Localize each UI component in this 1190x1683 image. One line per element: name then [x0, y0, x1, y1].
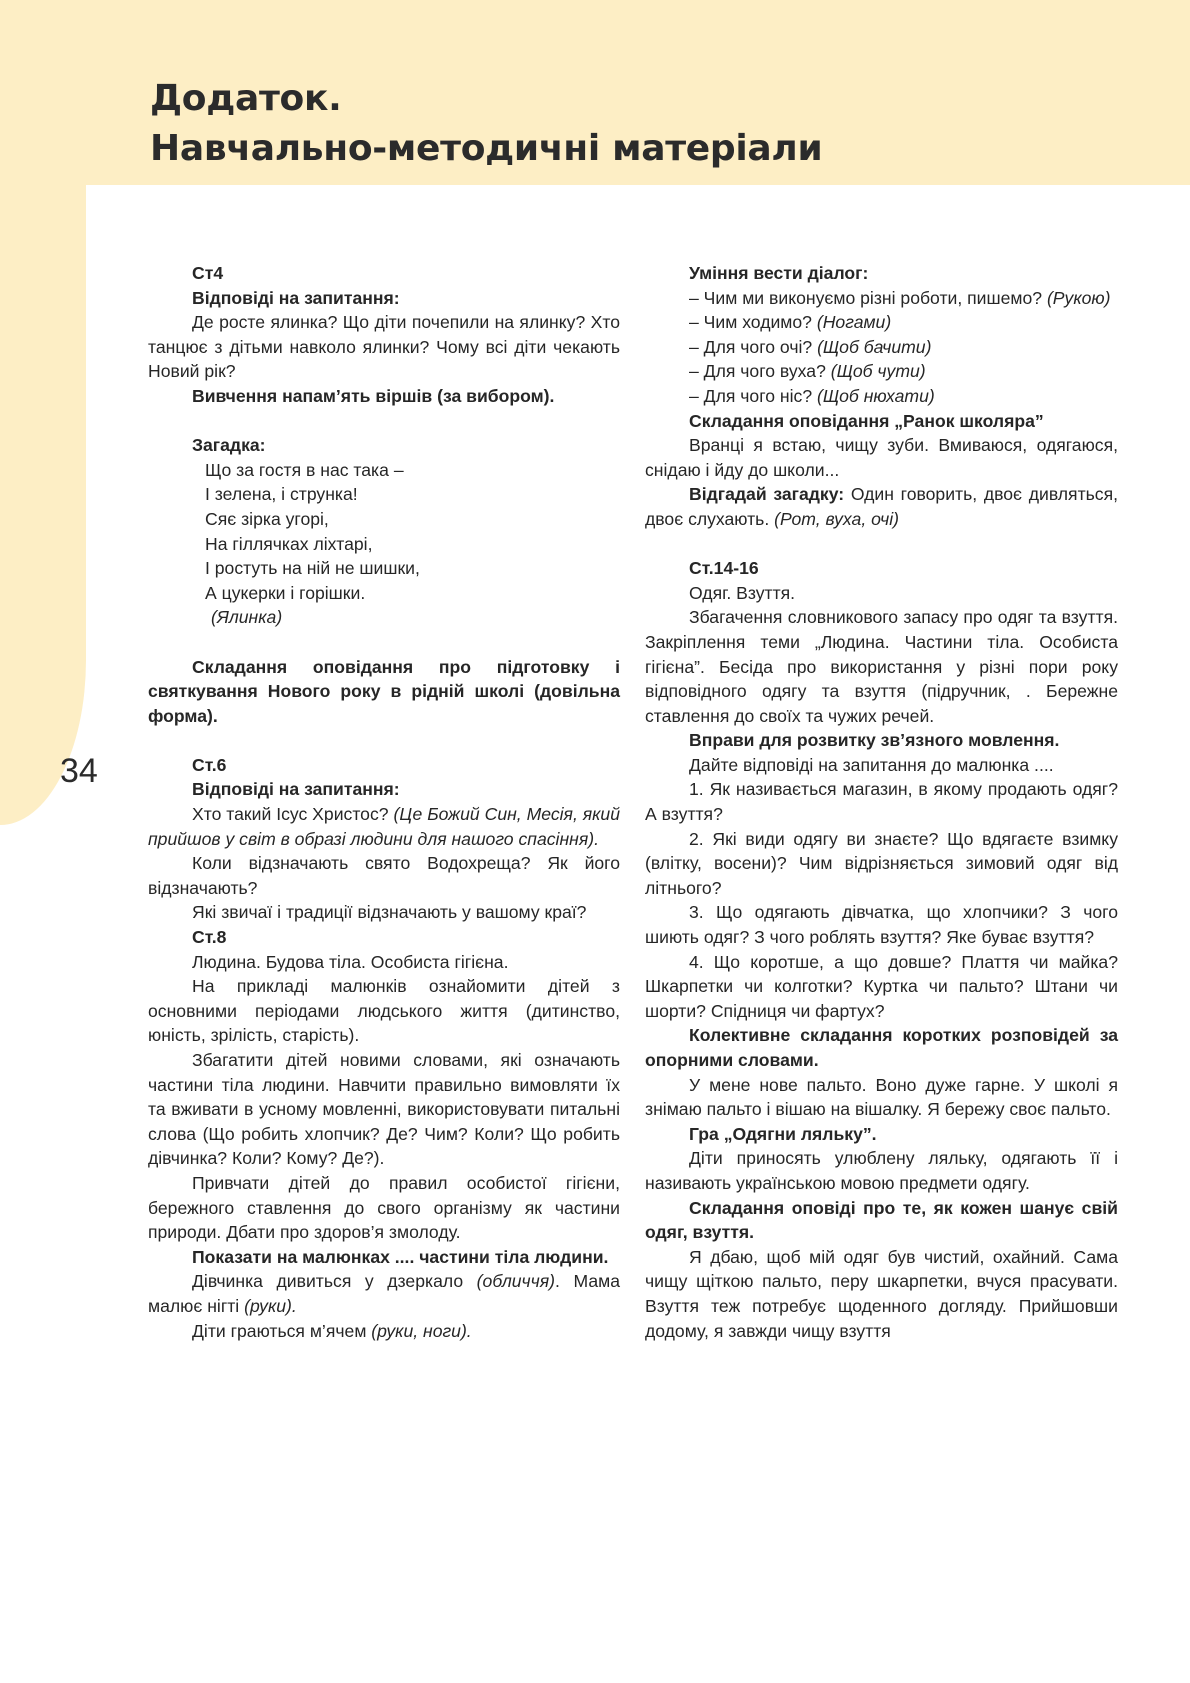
question: 1. Як називається магазин, в якому продають одяг? А взуття? — [645, 779, 1118, 825]
subheading: Складання оповіді про те, як кожен шанує свій одяг, взуття. — [645, 1197, 1118, 1243]
paragraph: Коли відзначають свято Водохреща? Як його відзначають? — [148, 853, 620, 898]
poem-line: Що за гостя в нас така – — [205, 459, 404, 480]
paragraph: Дайте відповіді на запитання до малюнка .... — [689, 754, 1054, 775]
riddle-poem — [148, 458, 620, 630]
paragraph: Відгадай загадку: Один говорить, двоє дивляться, двоє слухають. (Рот, вуха, очі) — [645, 484, 1119, 529]
question: 3. Що одягають дівчатка, що хлопчики? З чого шиють одяг? З чого роблять взуття? Яке буває взуття? — [645, 902, 1118, 948]
subheading: Уміння вести діалог: — [689, 263, 869, 283]
topic: Людина. Будова тіла. Особиста гігієна. — [192, 951, 509, 972]
paragraph: Збагатити дітей новими словами, які означають частини тіла людини. Навчити правильно вимовляти їх та вживати в усному мовленні, використовувати питальні слова (Що робить хлопчик? Де? Чим? Коли? Що робить дівчинка? Коли? Кому? Де?). — [148, 1050, 620, 1169]
section-heading: Ст.6 — [192, 754, 227, 775]
dialog-line: – Для чого вуха? (Щоб чути) — [689, 361, 926, 382]
poem-line: І зелена, і струнка! — [205, 484, 358, 505]
right-column — [645, 261, 1118, 1343]
paragraph: Діти приносять улюблену ляльку, одягають її і називають українською мовою предмети одягу. — [645, 1148, 1118, 1193]
poem-line: А цукерки і горішки. — [205, 582, 366, 603]
task-heading: Складання оповідання про підготовку і святкування Нового року в рідній школі (довільна форма). — [148, 656, 620, 726]
poem-line: На гіллячках ліхтарі, — [205, 533, 373, 554]
topic: Одяг. Взуття. — [689, 582, 796, 603]
paragraph: У мене нове пальто. Воно дуже гарне. У школі я знімаю пальто і вішаю на вішалку. Я бережу своє пальто. — [645, 1074, 1118, 1120]
page-title — [150, 74, 822, 174]
question: 4. Що коротше, а що довше? Плаття чи майка? Шкарпетки чи колготки? Куртка чи пальто? Штани чи шорти? Спідниця чи фартух? — [645, 951, 1118, 1021]
subheading: Відповіді на запитання: — [192, 779, 400, 800]
paragraph: На прикладі малюнків ознайомити дітей з основними періодами людського життя (дитинство, юність, зрілість, старість). — [148, 976, 620, 1046]
paragraph: Діти граються м’ячем (руки, ноги). — [192, 1320, 472, 1341]
paragraph: Я дбаю, щоб мій одяг був чистий, охайний. Сама чищу щіткою пальто, перу шкарпетки, вчуся прасувати. Взуття теж потребує щоденного догляду. Прийшовши додому, я завжди чищу взуття — [645, 1246, 1118, 1341]
paragraph: Хто такий Ісус Христос? (Це Божий Син, Месія, який прийшов у світ в образі людини для нашого спасіння). — [148, 804, 621, 849]
poem-line: І ростуть на ній не шишки, — [205, 558, 420, 579]
dialog-line: – Чим ходимо? (Ногами) — [689, 312, 892, 333]
dialog-line: – Для чого очі? (Щоб бачити) — [689, 336, 932, 357]
dialog-line: – Для чого ніс? (Щоб нюхати) — [689, 385, 935, 406]
poem-line: Сяє зірка угорі, — [205, 508, 329, 529]
riddle-answer: (Ялинка) — [211, 607, 283, 628]
left-column — [148, 261, 620, 1343]
subheading: Колективне складання коротких розповідей за опорними словами. — [645, 1025, 1118, 1070]
section-heading: Ст4 — [192, 263, 224, 283]
subheading: Відповіді на запитання: — [192, 287, 400, 308]
riddle-heading: Загадка: — [192, 435, 266, 456]
question: 2. Які види одягу ви знаєте? Що вдягаєте взимку (влітку, восени)? Чим відрізняється зимовий одяг від літнього? — [645, 828, 1118, 898]
task-heading: Показати на малюнках .... частини тіла людини. — [192, 1246, 609, 1267]
section-heading: Ст.8 — [192, 927, 227, 948]
subheading: Гра „Одягни ляльку”. — [689, 1123, 877, 1144]
subheading: Вивчення напам’ять віршів (за вибором). — [192, 385, 555, 406]
paragraph: Які звичаї і традиції відзначають у вашому краї? — [192, 902, 587, 923]
subheading: Складання оповідання „Ранок школяра” — [689, 410, 1044, 431]
section-heading: Ст.14-16 — [689, 558, 759, 579]
paragraph: Вранці я встаю, чищу зуби. Вмиваюся, одягаюся, снідаю і йду до школи... — [645, 435, 1118, 480]
side-band — [0, 0, 86, 825]
paragraph: Привчати дітей до правил особистої гігієни, бережного ставлення до свого організму як частини природи. Дбати про здоров’я змолоду. — [148, 1172, 620, 1243]
paragraph: Збагачення словникового запасу про одяг та взуття. Закріплення теми „Людина. Частини тіла. Особиста гігієна”. Бесіда про використання у різні пори року відповідного одягу та взуття (підручник, . Бережне ставлення до своїх та чужих речей. — [645, 607, 1118, 726]
dialog-line: – Чим ми виконуємо різні роботи, пишемо? (Рукою) — [689, 287, 1111, 308]
subheading: Вправи для розвитку зв’язного мовлення. — [689, 730, 1060, 751]
title-line-1: Додаток. — [150, 78, 342, 119]
title-line-2: Навчально-методичні матеріали — [150, 128, 823, 169]
paragraph: Де росте ялинка? Що діти почепили на ялинку? Хто танцює з дітьми навколо ялинки? Чому всі діти чекають Новий рік? — [148, 312, 620, 382]
page-number: 34 — [60, 752, 98, 790]
paragraph: Дівчинка дивиться у дзеркало (обличчя). Мама малює нігті (руки). — [148, 1271, 620, 1316]
